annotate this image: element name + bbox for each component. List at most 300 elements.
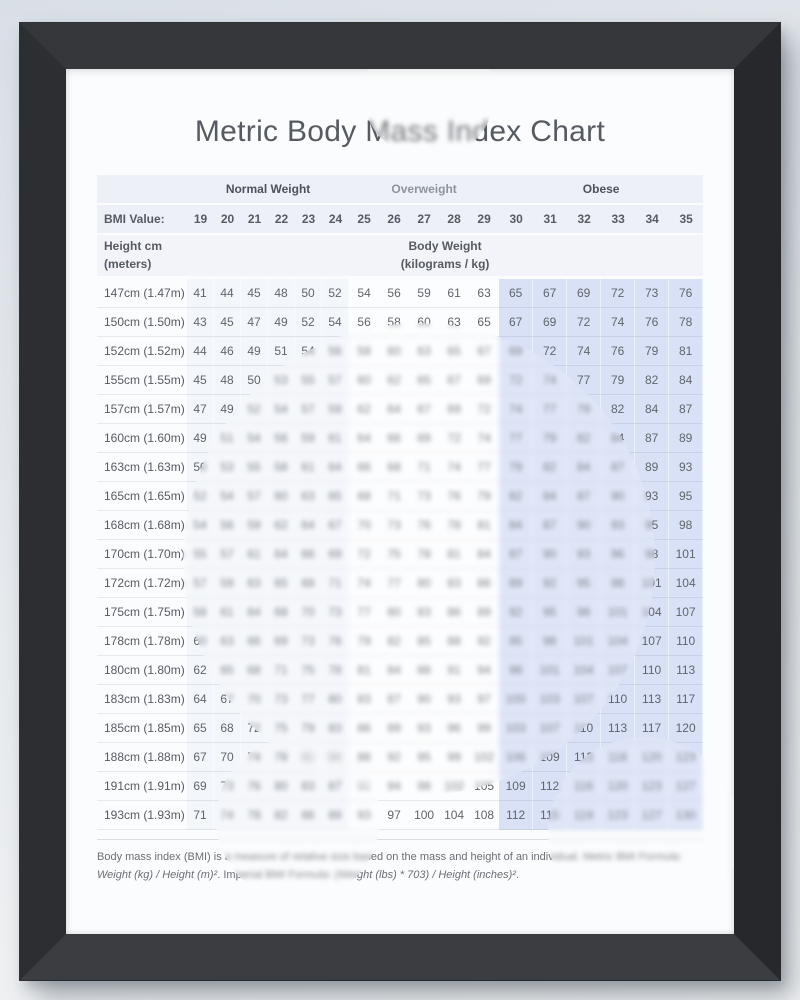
weight-cell: 71 — [322, 569, 349, 598]
height-label: 147cm (1.47m) — [97, 279, 187, 308]
weight-cell: 123 — [601, 801, 635, 830]
weight-cell: 55 — [187, 540, 214, 569]
footnote-separator: . — [217, 868, 224, 881]
weight-cell: 98 — [567, 598, 601, 627]
weight-cell: 73 — [409, 482, 439, 511]
weight-cell: 72 — [601, 279, 635, 308]
weight-cell: 65 — [214, 656, 241, 685]
weight-cell: 86 — [295, 801, 322, 830]
weight-cell: 79 — [567, 395, 601, 424]
weight-cell: 86 — [469, 569, 499, 598]
weight-cell: 82 — [499, 482, 533, 511]
weight-cell: 54 — [322, 308, 349, 337]
weight-cell: 98 — [533, 627, 567, 656]
weight-cell: 83 — [322, 714, 349, 743]
weight-cell: 106 — [499, 743, 533, 772]
weight-cell: 79 — [499, 453, 533, 482]
weight-cell: 98 — [409, 772, 439, 801]
weight-cell: 69 — [533, 308, 567, 337]
weight-cell: 82 — [268, 801, 295, 830]
weight-cell: 87 — [499, 540, 533, 569]
category-obese: Obese — [499, 175, 703, 205]
weight-cell: 77 — [499, 424, 533, 453]
weight-cell: 52 — [322, 279, 349, 308]
weight-cell: 71 — [379, 482, 409, 511]
table-row — [97, 598, 703, 627]
weight-cell: 104 — [635, 598, 669, 627]
weight-cell: 78 — [268, 743, 295, 772]
weight-cell: 68 — [268, 598, 295, 627]
weight-cell: 87 — [601, 453, 635, 482]
weight-cell: 73 — [635, 279, 669, 308]
weight-cell: 65 — [499, 279, 533, 308]
weight-cell: 79 — [601, 366, 635, 395]
weight-cell: 58 — [187, 598, 214, 627]
weight-cell: 64 — [295, 511, 322, 540]
weight-cell: 93 — [349, 801, 379, 830]
weight-cell: 50 — [187, 453, 214, 482]
weight-cell: 130 — [669, 801, 703, 830]
weight-cell: 66 — [295, 540, 322, 569]
weight-cell: 60 — [349, 366, 379, 395]
weight-cell: 57 — [322, 366, 349, 395]
weight-cell: 77 — [349, 598, 379, 627]
weight-cell: 64 — [349, 424, 379, 453]
body-weight-header: Body Weight (kilograms / kg) — [187, 235, 703, 279]
weight-cell: 74 — [533, 366, 567, 395]
weight-cell: 75 — [379, 540, 409, 569]
weight-cell: 58 — [379, 308, 409, 337]
weight-cell: 69 — [567, 279, 601, 308]
bmi-value: 20 — [214, 205, 241, 235]
weight-cell: 59 — [214, 569, 241, 598]
footnote-intro: Body mass index (BMI) is a measure of relative size based on the mass and height of an individual. — [97, 851, 584, 863]
table-row — [97, 308, 703, 337]
weight-cell: 74 — [349, 569, 379, 598]
page-title: Metric Body Mass Index Chart — [194, 115, 606, 148]
weight-cell: 99 — [469, 714, 499, 743]
weight-cell: 113 — [601, 714, 635, 743]
weight-cell: 70 — [214, 743, 241, 772]
height-label: 165cm (1.65m) — [97, 482, 187, 511]
weight-cell: 93 — [669, 453, 703, 482]
footnote-metric-formula: Weight (kg) / Height (m)² — [97, 868, 218, 881]
weight-cell: 113 — [567, 743, 601, 772]
weight-cell: 56 — [379, 279, 409, 308]
weight-cell: 82 — [635, 366, 669, 395]
weight-cell: 103 — [533, 685, 567, 714]
weight-cell: 63 — [439, 308, 469, 337]
weight-cell: 80 — [409, 569, 439, 598]
weight-cell: 72 — [469, 395, 499, 424]
weight-cell: 76 — [409, 511, 439, 540]
table-row — [97, 772, 703, 801]
weight-cell: 98 — [635, 540, 669, 569]
weight-cell: 89 — [499, 569, 533, 598]
weight-cell: 77 — [295, 685, 322, 714]
weight-cell: 93 — [439, 685, 469, 714]
weight-cell: 71 — [409, 453, 439, 482]
weight-cell: 81 — [469, 511, 499, 540]
weight-cell: 63 — [241, 569, 268, 598]
weight-cell: 49 — [268, 308, 295, 337]
weight-cell: 67 — [187, 743, 214, 772]
weight-cell: 45 — [187, 366, 214, 395]
table-row — [97, 395, 703, 424]
weight-cell: 46 — [214, 337, 241, 366]
weight-cell: 112 — [533, 772, 567, 801]
weight-cell: 102 — [469, 743, 499, 772]
weight-cell: 127 — [635, 801, 669, 830]
weight-cell: 63 — [469, 279, 499, 308]
height-label: 160cm (1.60m) — [97, 424, 187, 453]
bmi-value: 19 — [187, 205, 214, 235]
weight-cell: 74 — [567, 337, 601, 366]
weight-cell: 110 — [669, 627, 703, 656]
weight-cell: 84 — [379, 656, 409, 685]
weight-cell: 107 — [533, 714, 567, 743]
weight-cell: 56 — [322, 337, 349, 366]
weight-cell: 81 — [295, 743, 322, 772]
weight-cell: 47 — [241, 308, 268, 337]
weight-cell: 52 — [187, 482, 214, 511]
table-row — [97, 337, 703, 366]
weight-cell: 57 — [214, 540, 241, 569]
weight-cell: 77 — [567, 366, 601, 395]
weight-cell: 101 — [567, 627, 601, 656]
weight-cell: 77 — [533, 395, 567, 424]
weight-cell: 109 — [533, 743, 567, 772]
weight-cell: 107 — [635, 627, 669, 656]
weight-cell: 80 — [268, 772, 295, 801]
weight-cell: 93 — [601, 511, 635, 540]
weight-cell: 60 — [409, 308, 439, 337]
weight-cell: 81 — [439, 540, 469, 569]
weight-cell: 104 — [669, 569, 703, 598]
picture-frame — [20, 23, 780, 980]
weight-cell: 70 — [349, 511, 379, 540]
weight-cell: 43 — [187, 308, 214, 337]
weight-cell: 54 — [187, 511, 214, 540]
weight-cell: 109 — [499, 772, 533, 801]
weight-cell: 117 — [669, 685, 703, 714]
weight-cell: 79 — [533, 424, 567, 453]
weight-cell: 63 — [214, 627, 241, 656]
bmi-value-row — [97, 205, 703, 235]
weight-cell: 67 — [533, 279, 567, 308]
weight-cell: 84 — [469, 540, 499, 569]
poster-paper — [66, 69, 734, 934]
weight-cell: 78 — [322, 656, 349, 685]
weight-cell: 72 — [241, 714, 268, 743]
weight-cell: 64 — [241, 598, 268, 627]
weight-cell: 81 — [669, 337, 703, 366]
weight-cell: 89 — [635, 453, 669, 482]
weight-cell: 45 — [214, 308, 241, 337]
table-row — [97, 714, 703, 743]
weight-cell: 105 — [469, 772, 499, 801]
weight-cell: 95 — [567, 569, 601, 598]
weight-cell: 116 — [567, 772, 601, 801]
weight-cell: 90 — [601, 482, 635, 511]
weight-cell: 84 — [322, 743, 349, 772]
weight-cell: 77 — [379, 569, 409, 598]
weight-cell: 90 — [567, 511, 601, 540]
weight-cell: 61 — [241, 540, 268, 569]
weight-cell: 91 — [349, 772, 379, 801]
weight-cell: 86 — [439, 598, 469, 627]
height-label: 178cm (1.78m) — [97, 627, 187, 656]
height-label: 191cm (1.91m) — [97, 772, 187, 801]
table-row — [97, 424, 703, 453]
weight-cell: 50 — [295, 279, 322, 308]
weight-cell: 89 — [669, 424, 703, 453]
weight-cell: 88 — [439, 627, 469, 656]
weight-cell: 66 — [349, 453, 379, 482]
weight-cell: 67 — [499, 308, 533, 337]
table-row — [97, 656, 703, 685]
bmi-value: 23 — [295, 205, 322, 235]
weight-cell: 56 — [268, 424, 295, 453]
weight-cell: 76 — [241, 772, 268, 801]
weight-cell: 67 — [469, 337, 499, 366]
weight-cell: 54 — [349, 279, 379, 308]
weight-cell: 117 — [635, 714, 669, 743]
weight-cell: 119 — [567, 801, 601, 830]
weight-cell: 57 — [241, 482, 268, 511]
weight-cell: 63 — [295, 482, 322, 511]
weight-cell: 55 — [241, 453, 268, 482]
weight-cell: 81 — [349, 656, 379, 685]
weight-cell: 50 — [241, 366, 268, 395]
table-row — [97, 540, 703, 569]
weight-cell: 80 — [379, 598, 409, 627]
weight-cell: 54 — [214, 482, 241, 511]
weight-cell: 65 — [268, 569, 295, 598]
weight-cell: 59 — [409, 279, 439, 308]
weight-cell: 83 — [439, 569, 469, 598]
weight-cell: 58 — [349, 337, 379, 366]
height-column-header: Height cm (meters) — [97, 235, 187, 279]
table-row — [97, 366, 703, 395]
weight-cell: 52 — [295, 308, 322, 337]
weight-cell: 48 — [268, 279, 295, 308]
weight-cell: 49 — [214, 395, 241, 424]
weight-cell: 89 — [322, 801, 349, 830]
weight-cell: 123 — [669, 743, 703, 772]
weight-cell: 74 — [499, 395, 533, 424]
weight-cell: 113 — [635, 685, 669, 714]
weight-cell: 54 — [268, 395, 295, 424]
weight-cell: 95 — [669, 482, 703, 511]
weight-cell: 96 — [601, 540, 635, 569]
weight-cell: 95 — [409, 743, 439, 772]
weight-cell: 87 — [322, 772, 349, 801]
weight-cell: 77 — [469, 453, 499, 482]
weight-cell: 54 — [241, 424, 268, 453]
table-row — [97, 279, 703, 308]
bmi-value: 30 — [499, 205, 533, 235]
weight-cell: 64 — [187, 685, 214, 714]
weight-cell: 51 — [214, 424, 241, 453]
weight-cell: 65 — [187, 714, 214, 743]
weight-cell: 97 — [379, 801, 409, 830]
bmi-footnote — [97, 839, 703, 884]
weight-cell: 65 — [322, 482, 349, 511]
weight-cell: 83 — [409, 598, 439, 627]
bmi-value: 24 — [322, 205, 349, 235]
weight-cell: 67 — [322, 511, 349, 540]
weight-cell: 70 — [295, 598, 322, 627]
weight-cell: 60 — [268, 482, 295, 511]
weight-cell: 79 — [349, 627, 379, 656]
weight-cell: 64 — [379, 395, 409, 424]
weight-cell: 113 — [669, 656, 703, 685]
weight-cell: 69 — [187, 772, 214, 801]
height-label: 175cm (1.75m) — [97, 598, 187, 627]
weight-cell: 97 — [469, 685, 499, 714]
weight-cell: 68 — [349, 482, 379, 511]
weight-cell: 67 — [409, 395, 439, 424]
footnote-end: . — [515, 868, 520, 881]
footnote-metric-label: Metric BMI Formula: — [583, 851, 683, 863]
category-overweight: Overweight — [349, 175, 499, 205]
weight-cell: 100 — [409, 801, 439, 830]
weight-cell: 99 — [439, 743, 469, 772]
weight-cell: 72 — [533, 337, 567, 366]
weight-cell: 69 — [409, 424, 439, 453]
weight-cell: 92 — [379, 743, 409, 772]
weight-cell: 82 — [533, 453, 567, 482]
weight-cell: 56 — [214, 511, 241, 540]
weight-cell: 101 — [533, 656, 567, 685]
bmi-value: 32 — [567, 205, 601, 235]
table-row — [97, 453, 703, 482]
weight-cell: 112 — [499, 801, 533, 830]
weight-cell: 101 — [635, 569, 669, 598]
weight-cell: 72 — [439, 424, 469, 453]
weight-cell: 95 — [533, 598, 567, 627]
weight-cell: 101 — [669, 540, 703, 569]
weight-cell: 74 — [214, 801, 241, 830]
weight-cell: 68 — [214, 714, 241, 743]
weight-cell: 58 — [268, 453, 295, 482]
weight-cell: 96 — [439, 714, 469, 743]
height-label: 185cm (1.85m) — [97, 714, 187, 743]
weight-cell: 74 — [439, 453, 469, 482]
weight-cell: 95 — [635, 511, 669, 540]
table-row — [97, 685, 703, 714]
height-label: 188cm (1.88m) — [97, 743, 187, 772]
weight-cell: 57 — [295, 395, 322, 424]
weight-cell: 62 — [379, 366, 409, 395]
weight-cell: 85 — [409, 627, 439, 656]
footnote-imperial-label: Imperial BMI Formula: — [223, 868, 335, 881]
weight-cell: 76 — [635, 308, 669, 337]
chart-sheet — [97, 69, 703, 884]
weight-cell: 84 — [499, 511, 533, 540]
weight-cell: 72 — [567, 308, 601, 337]
units-header-row — [97, 235, 703, 279]
weight-cell: 92 — [469, 627, 499, 656]
weight-cell: 84 — [635, 395, 669, 424]
weight-cell: 87 — [379, 685, 409, 714]
weight-cell: 87 — [533, 511, 567, 540]
weight-cell: 52 — [241, 395, 268, 424]
bmi-table — [97, 175, 703, 830]
weight-cell: 72 — [499, 366, 533, 395]
bmi-value: 34 — [635, 205, 669, 235]
weight-cell: 84 — [601, 424, 635, 453]
weight-cell: 92 — [533, 569, 567, 598]
table-row — [97, 511, 703, 540]
bmi-value: 28 — [439, 205, 469, 235]
weight-cell: 62 — [187, 656, 214, 685]
weight-cell: 41 — [187, 279, 214, 308]
weight-cell: 44 — [187, 337, 214, 366]
table-row — [97, 482, 703, 511]
weight-cell: 69 — [268, 627, 295, 656]
height-label: 183cm (1.83m) — [97, 685, 187, 714]
weight-cell: 61 — [214, 598, 241, 627]
weight-cell: 87 — [635, 424, 669, 453]
height-label: 180cm (1.80m) — [97, 656, 187, 685]
weight-cell: 68 — [295, 569, 322, 598]
weight-cell: 88 — [409, 656, 439, 685]
weight-cell: 87 — [669, 395, 703, 424]
weight-cell: 79 — [295, 714, 322, 743]
weight-cell: 93 — [635, 482, 669, 511]
weight-cell: 51 — [268, 337, 295, 366]
weight-cell: 86 — [349, 714, 379, 743]
bmi-value: 29 — [469, 205, 499, 235]
bmi-value: 27 — [409, 205, 439, 235]
category-normal-weight: Normal Weight — [187, 175, 349, 205]
weight-cell: 61 — [295, 453, 322, 482]
bmi-value: 35 — [669, 205, 703, 235]
weight-cell: 44 — [214, 279, 241, 308]
height-label: 155cm (1.55m) — [97, 366, 187, 395]
weight-cell: 79 — [635, 337, 669, 366]
weight-cell: 92 — [499, 598, 533, 627]
weight-cell: 82 — [601, 395, 635, 424]
weight-cell: 63 — [409, 337, 439, 366]
weight-cell: 108 — [469, 801, 499, 830]
weight-cell: 98 — [499, 656, 533, 685]
weight-cell: 87 — [567, 482, 601, 511]
weight-cell: 65 — [469, 308, 499, 337]
weight-cell: 84 — [567, 453, 601, 482]
weight-cell: 71 — [187, 801, 214, 830]
category-spacer — [97, 175, 187, 205]
weight-cell: 104 — [567, 656, 601, 685]
height-label: 193cm (1.93m) — [97, 801, 187, 830]
weight-cell: 95 — [499, 627, 533, 656]
weight-cell: 65 — [439, 337, 469, 366]
weight-cell: 47 — [187, 395, 214, 424]
weight-cell: 74 — [241, 743, 268, 772]
weight-cell: 104 — [601, 627, 635, 656]
footnote-imperial-formula: (Weight (lbs) * 703) / Height (inches)² — [334, 868, 516, 881]
table-row — [97, 801, 703, 830]
weight-cell: 64 — [268, 540, 295, 569]
weight-cell: 70 — [241, 685, 268, 714]
weight-cell: 120 — [635, 743, 669, 772]
weight-cell: 80 — [322, 685, 349, 714]
weight-cell: 65 — [409, 366, 439, 395]
weight-cell: 61 — [322, 424, 349, 453]
weight-cell: 78 — [241, 801, 268, 830]
